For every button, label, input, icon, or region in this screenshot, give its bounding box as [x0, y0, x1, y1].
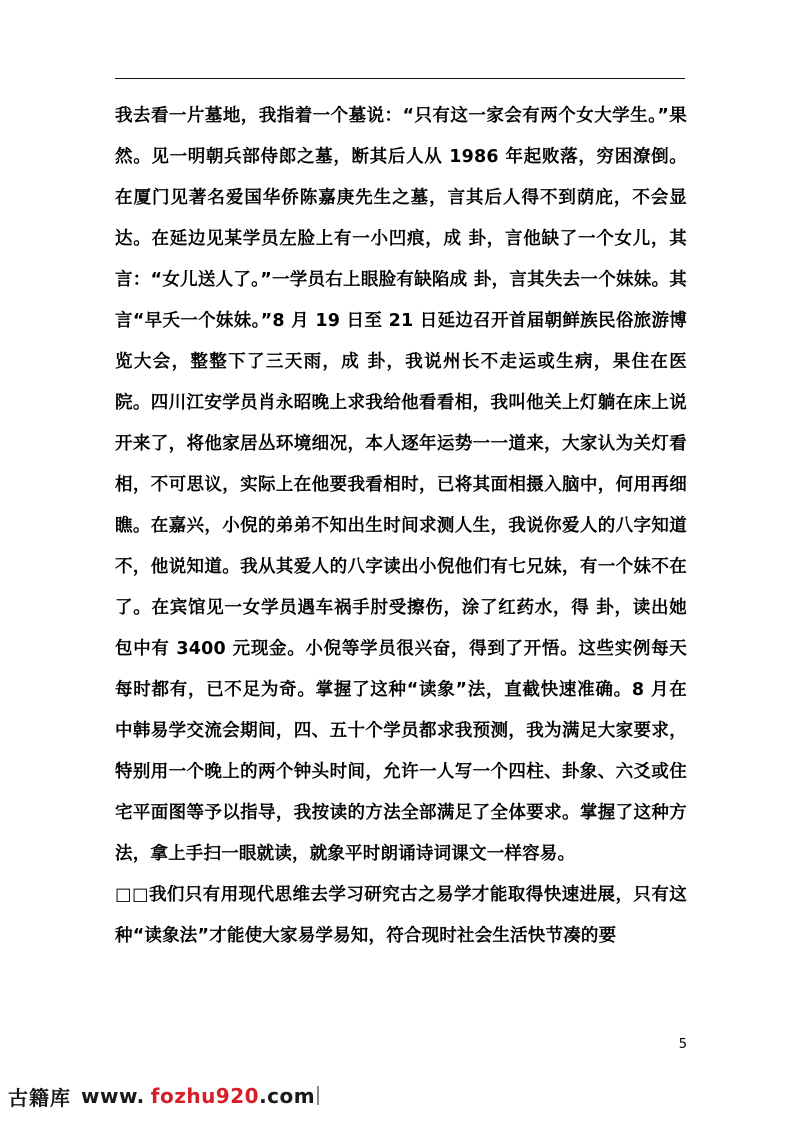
footer-url-domain: fozhu920	[150, 1084, 260, 1108]
body-paragraph-2: □□我们只有用现代思维去学习研究古之易学才能取得快速进展，只有这种“读象法”才能使大家易学易知，符合现时社会生活快节凑的要	[115, 885, 687, 946]
footer-url-tld: .com	[259, 1084, 316, 1108]
body-paragraph-1: 我去看一片墓地，我指着一个墓说：“只有这一家会有两个女大学生。”果然。见一明朝兵部侍郎之墓，断其后人从 1986 年起败落，穷困潦倒。在厦门见著名爱国华侨陈嘉庚先生之墓，言其后人得不到荫庇，不会显达。在延边见某学员左脸上有一小凹痕，成 卦，言他缺了一个女儿，其言：“女儿送人了。”一学员右上眼脸有缺陷成 卦，言其失去一个妹妹。其言“早夭一个妹妹。”8 月 19 日至 21 日延边召开首届朝鲜族民俗旅游博览大会，整整下了三天雨，成 卦，我说州长不走运或生病，果住在医院。四川江安学员肖永昭晚上求我给他看看相，我叫他关上灯躺在床上说开来了，将他家居丛环境细况，本人逐年运势一一道来，大家认为关灯看相，不可思议，实际上在他要我看相时，已将其面相摄入脑中，何用再细瞧。在嘉兴，小倪的弟弟不知出生时间求测人生，我说你爱人的八字知道不，他说知道。我从其爱人的八字读出小倪他们有七兄妹，有一个妹不在了。在宾馆见一女学员遇车祸手肘受擦伤，涂了红药水，得 卦，读出她包中有 3400 元现金。小倪等学员很兴奋，得到了开悟。这些实例每天每时都有，已不足为奇。掌握了这种“读象”法，直截快速准确。8 月在中韩易学交流会期间，四、五十个学员都求我预测，我为满足大家要求，特别用一个晚上的两个钟头时间，允许一人写一个四柱、卦象、六爻或住宅平面图等予以指导，我按读的方法全部满足了全体要求。掌握了这种方法，拿上手扫一眼就读，就象平时朗诵诗词课文一样容易。	[115, 106, 687, 864]
text-cursor-icon	[317, 1086, 319, 1105]
footer-url-www: www.	[81, 1084, 145, 1108]
footer-watermark	[8, 1082, 319, 1110]
header-rule	[115, 78, 685, 79]
footer-brand-label: 古籍库	[8, 1085, 71, 1110]
footer-url	[81, 1084, 319, 1108]
page-number: 5	[678, 1037, 687, 1052]
document-body	[115, 96, 687, 957]
